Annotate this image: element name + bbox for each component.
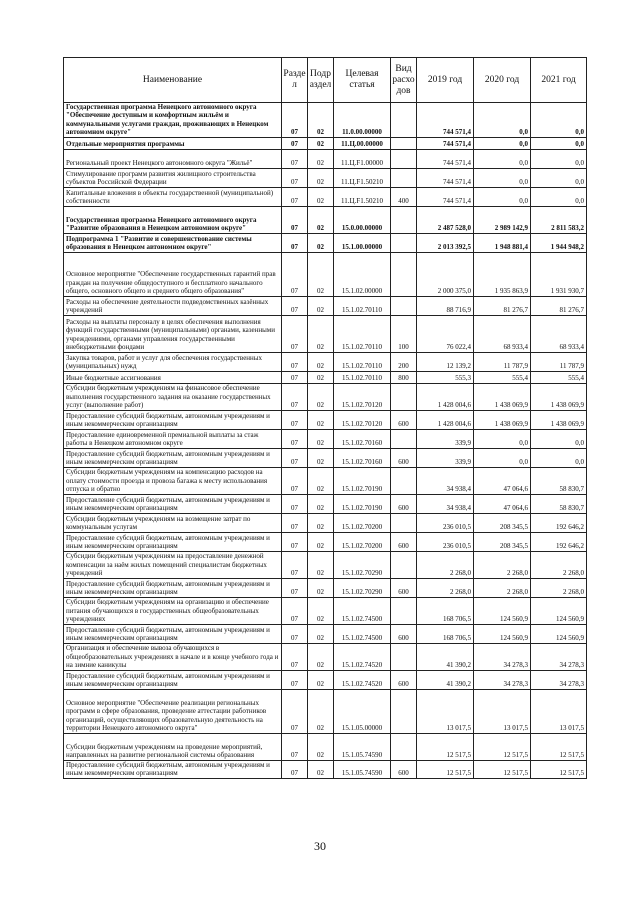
- row-name: Субсидии бюджетным учреждениям на проведение мероприятий, направленных на развитие региональной системы образования: [64, 733, 282, 760]
- row-name: Государственная программа Ненецкого автономного округа "Обеспечение доступным и комфортным жильём и коммунальными услугами граждан, проживающих в Ненецком автономном округе": [64, 103, 282, 138]
- row-section: 07: [282, 689, 308, 733]
- row-name: Закупка товаров, работ и услуг для обеспечения государственных (муниципальных) нужд: [64, 352, 282, 371]
- row-section: 07: [282, 252, 308, 296]
- table-row: [64, 643, 587, 670]
- row-target-article: 15.1.02.70120: [334, 383, 391, 410]
- row-value-2021: 81 276,7: [531, 296, 587, 315]
- row-target-article: 11.Ц.00.00000: [334, 137, 391, 149]
- row-name: Предоставление субсидий бюджетным, автономным учреждениям и иным некоммерческим организациям: [64, 670, 282, 689]
- row-name: Организация и обеспечение вывоза обучающихся в общеобразовательных учреждениях в начале и в конце учебного года и на зимние каникулы: [64, 643, 282, 670]
- row-subsection: 02: [308, 494, 334, 513]
- row-expense-type: [391, 168, 417, 187]
- row-expense-type: 800: [391, 371, 417, 383]
- header-name: Наименование: [64, 58, 282, 103]
- row-name: Капитальные вложения в объекты государственной (муниципальной) собственности: [64, 187, 282, 206]
- row-expense-type: [391, 689, 417, 733]
- table-row: [64, 532, 587, 551]
- row-section: 07: [282, 578, 308, 597]
- row-value-2019: 2 268,0: [417, 578, 474, 597]
- row-target-article: 15.1.02.70190: [334, 467, 391, 494]
- row-value-2021: 1 438 069,9: [531, 410, 587, 429]
- row-value-2021: 1 944 948,2: [531, 233, 587, 252]
- row-expense-type: 600: [391, 494, 417, 513]
- row-target-article: 15.1.05.74590: [334, 733, 391, 760]
- row-section: 07: [282, 532, 308, 551]
- row-subsection: 02: [308, 597, 334, 624]
- row-value-2021: 0,0: [531, 168, 587, 187]
- row-value-2021: 0,0: [531, 137, 587, 149]
- row-value-2019: 2 268,0: [417, 551, 474, 578]
- budget-table: [63, 57, 587, 779]
- table-row: [64, 149, 587, 168]
- row-target-article: 15.1.02.70160: [334, 429, 391, 448]
- row-subsection: 02: [308, 168, 334, 187]
- row-value-2021: 192 646,2: [531, 513, 587, 532]
- row-section: 07: [282, 624, 308, 643]
- row-target-article: 15.1.05.00000: [334, 689, 391, 733]
- table-row: [64, 187, 587, 206]
- row-target-article: 11.0.00.00000: [334, 103, 391, 138]
- row-expense-type: [391, 252, 417, 296]
- row-value-2020: 47 064,6: [474, 494, 531, 513]
- row-value-2020: 555,4: [474, 371, 531, 383]
- row-value-2019: 2 000 375,0: [417, 252, 474, 296]
- row-target-article: 15.1.02.70120: [334, 410, 391, 429]
- row-name: Предоставление субсидий бюджетным, автономным учреждениям и иным некоммерческим организациям: [64, 760, 282, 778]
- row-value-2019: 2 013 392,5: [417, 233, 474, 252]
- row-expense-type: 600: [391, 624, 417, 643]
- row-section: 07: [282, 371, 308, 383]
- row-value-2019: 339,9: [417, 448, 474, 467]
- table-row: [64, 733, 587, 760]
- row-value-2019: 744 571,4: [417, 187, 474, 206]
- header-2019: 2019 год: [417, 58, 474, 103]
- header-section: Разде л: [282, 58, 308, 103]
- row-value-2021: 0,0: [531, 448, 587, 467]
- row-expense-type: [391, 137, 417, 149]
- row-name: Субсидии бюджетным учреждениям на возмещение затрат по коммунальным услугам: [64, 513, 282, 532]
- table-row: [64, 513, 587, 532]
- row-value-2020: 68 933,4: [474, 315, 531, 352]
- row-subsection: 02: [308, 233, 334, 252]
- row-section: 07: [282, 383, 308, 410]
- table-row: [64, 371, 587, 383]
- row-value-2019: 34 938,4: [417, 494, 474, 513]
- row-value-2019: 88 716,9: [417, 296, 474, 315]
- table-row: [64, 383, 587, 410]
- row-subsection: 02: [308, 760, 334, 778]
- row-value-2020: 124 560,9: [474, 624, 531, 643]
- table-row: [64, 670, 587, 689]
- row-name: Расходы на выплаты персоналу в целях обеспечения выполнения функций государственными (муниципальными) органами, казенными учреждениями, органами управления государственными внебюджетными фондами: [64, 315, 282, 352]
- row-value-2019: 13 017,5: [417, 689, 474, 733]
- row-subsection: 02: [308, 296, 334, 315]
- row-section: 07: [282, 410, 308, 429]
- table-row: [64, 233, 587, 252]
- row-target-article: 15.1.02.70190: [334, 494, 391, 513]
- table-row: [64, 410, 587, 429]
- row-value-2019: 41 390,2: [417, 670, 474, 689]
- row-target-article: 15.1.02.70200: [334, 532, 391, 551]
- row-subsection: 02: [308, 670, 334, 689]
- row-expense-type: [391, 733, 417, 760]
- header-subsection: Подр аздел: [308, 58, 334, 103]
- row-value-2019: 12 139,2: [417, 352, 474, 371]
- row-target-article: 15.1.02.70200: [334, 513, 391, 532]
- row-value-2021: 124 560,9: [531, 624, 587, 643]
- row-value-2020: 0,0: [474, 168, 531, 187]
- row-value-2019: 1 428 004,6: [417, 383, 474, 410]
- table-row: [64, 252, 587, 296]
- row-value-2019: 744 571,4: [417, 168, 474, 187]
- row-subsection: 02: [308, 252, 334, 296]
- row-subsection: 02: [308, 689, 334, 733]
- row-value-2021: 2 268,0: [531, 578, 587, 597]
- row-section: 07: [282, 137, 308, 149]
- row-section: 07: [282, 103, 308, 138]
- row-name: Субсидии бюджетным учреждениям на предоставление денежной компенсации за наём жилых помещений специалистам бюджетных учреждений: [64, 551, 282, 578]
- row-value-2021: 12 517,5: [531, 733, 587, 760]
- row-expense-type: [391, 233, 417, 252]
- row-section: 07: [282, 760, 308, 778]
- row-name: Предоставление субсидий бюджетным, автономным учреждениям и иным некоммерческим организациям: [64, 448, 282, 467]
- row-value-2020: 1 935 863,9: [474, 252, 531, 296]
- row-value-2021: 1 438 069,9: [531, 383, 587, 410]
- row-value-2019: 12 517,5: [417, 760, 474, 778]
- row-subsection: 02: [308, 383, 334, 410]
- row-target-article: 11.Ц.F1.00000: [334, 149, 391, 168]
- row-value-2021: 0,0: [531, 429, 587, 448]
- row-subsection: 02: [308, 467, 334, 494]
- row-value-2019: 236 010,5: [417, 532, 474, 551]
- row-value-2020: 124 560,9: [474, 597, 531, 624]
- row-subsection: 02: [308, 578, 334, 597]
- row-value-2020: 0,0: [474, 448, 531, 467]
- table-row: [64, 137, 587, 149]
- row-name: Основное мероприятие "Обеспечение государственных гарантий прав граждан на получение общедоступного и бесплатного начального общего, основного общего и среднего общего образования": [64, 252, 282, 296]
- row-value-2021: 2 268,0: [531, 551, 587, 578]
- row-subsection: 02: [308, 371, 334, 383]
- row-expense-type: 600: [391, 670, 417, 689]
- row-name: Отдельные мероприятия программы: [64, 137, 282, 149]
- row-value-2021: 34 278,3: [531, 670, 587, 689]
- row-subsection: 02: [308, 315, 334, 352]
- table-row: [64, 624, 587, 643]
- row-value-2020: 0,0: [474, 187, 531, 206]
- row-expense-type: 600: [391, 578, 417, 597]
- row-name: Предоставление субсидий бюджетным, автономным учреждениям и иным некоммерческим организациям: [64, 532, 282, 551]
- row-name: Расходы на обеспечение деятельности подведомственных казённых учреждений: [64, 296, 282, 315]
- row-target-article: 15.0.00.00000: [334, 206, 391, 233]
- row-subsection: 02: [308, 448, 334, 467]
- row-value-2021: 0,0: [531, 149, 587, 168]
- row-section: 07: [282, 467, 308, 494]
- row-value-2020: 34 278,3: [474, 643, 531, 670]
- row-name: Подпрограмма 1 "Развитие и совершенствование системы образования в Ненецком автономном округе": [64, 233, 282, 252]
- row-value-2021: 0,0: [531, 187, 587, 206]
- row-value-2020: 47 064,6: [474, 467, 531, 494]
- row-name: Субсидии бюджетным учреждениям на компенсацию расходов на оплату стоимости проезда и провоза багажа к месту использования отпуска и обратно: [64, 467, 282, 494]
- table-row: [64, 597, 587, 624]
- row-expense-type: 600: [391, 410, 417, 429]
- row-name: Основное мероприятие "Обеспечение реализации региональных программ в сфере образования, проведение аттестации работников организаций, осуществляющих образовательную деятельность на территории Ненецкого автономного округа": [64, 689, 282, 733]
- row-section: 07: [282, 149, 308, 168]
- row-section: 07: [282, 206, 308, 233]
- row-target-article: 15.1.02.74520: [334, 670, 391, 689]
- row-subsection: 02: [308, 551, 334, 578]
- row-subsection: 02: [308, 429, 334, 448]
- row-section: 07: [282, 233, 308, 252]
- row-section: 07: [282, 187, 308, 206]
- row-value-2020: 34 278,3: [474, 670, 531, 689]
- table-row: [64, 168, 587, 187]
- table-row: [64, 103, 587, 138]
- row-name: Предоставление единовременной премиальной выплаты за стаж работы в Ненецком автономном округе: [64, 429, 282, 448]
- row-value-2021: 1 931 930,7: [531, 252, 587, 296]
- row-expense-type: [391, 296, 417, 315]
- table-row: [64, 551, 587, 578]
- row-section: 07: [282, 296, 308, 315]
- row-expense-type: [391, 467, 417, 494]
- row-name: Региональный проект Ненецкого автономного округа "Жильё": [64, 149, 282, 168]
- row-subsection: 02: [308, 103, 334, 138]
- row-value-2019: 236 010,5: [417, 513, 474, 532]
- row-section: 07: [282, 551, 308, 578]
- row-subsection: 02: [308, 137, 334, 149]
- row-name: Стимулирование программ развития жилищного строительства субъектов Российской Федерации: [64, 168, 282, 187]
- row-expense-type: 600: [391, 448, 417, 467]
- row-value-2019: 168 706,5: [417, 597, 474, 624]
- row-expense-type: [391, 429, 417, 448]
- row-name: Субсидии бюджетным учреждениям на финансовое обеспечение выполнения государственного задания на оказание государственных услуг (выполнение работ): [64, 383, 282, 410]
- row-value-2020: 1 438 069,9: [474, 410, 531, 429]
- row-target-article: 15.1.02.70110: [334, 296, 391, 315]
- row-target-article: 15.1.02.70290: [334, 578, 391, 597]
- row-value-2020: 1 438 069,9: [474, 383, 531, 410]
- row-value-2019: 76 022,4: [417, 315, 474, 352]
- table-header-row: [64, 58, 587, 103]
- row-value-2019: 12 517,5: [417, 733, 474, 760]
- row-value-2019: 34 938,4: [417, 467, 474, 494]
- row-value-2020: 81 276,7: [474, 296, 531, 315]
- row-value-2021: 34 278,3: [531, 643, 587, 670]
- table-row: [64, 760, 587, 778]
- row-value-2019: 555,3: [417, 371, 474, 383]
- row-value-2020: 13 017,5: [474, 689, 531, 733]
- row-expense-type: [391, 383, 417, 410]
- row-target-article: 15.1.02.70160: [334, 448, 391, 467]
- row-name: Государственная программа Ненецкого автономного округа "Развитие образования в Ненецком автономном округе": [64, 206, 282, 233]
- row-value-2020: 1 948 881,4: [474, 233, 531, 252]
- row-value-2021: 192 646,2: [531, 532, 587, 551]
- row-name: Субсидии бюджетным учреждениям на организацию и обеспечение питания обучающихся в государственных общеобразовательных учреждениях: [64, 597, 282, 624]
- table-row: [64, 352, 587, 371]
- row-expense-type: [391, 149, 417, 168]
- row-value-2021: 124 560,9: [531, 597, 587, 624]
- row-subsection: 02: [308, 410, 334, 429]
- table-row: [64, 448, 587, 467]
- row-value-2020: 208 345,5: [474, 532, 531, 551]
- row-value-2020: 0,0: [474, 429, 531, 448]
- row-subsection: 02: [308, 187, 334, 206]
- row-section: 07: [282, 448, 308, 467]
- row-subsection: 02: [308, 513, 334, 532]
- row-name: Предоставление субсидий бюджетным, автономным учреждениям и иным некоммерческим организациям: [64, 410, 282, 429]
- row-name: Предоставление субсидий бюджетным, автономным учреждениям и иным некоммерческим организациям: [64, 494, 282, 513]
- row-value-2019: 41 390,2: [417, 643, 474, 670]
- row-expense-type: [391, 206, 417, 233]
- row-target-article: 15.1.02.70110: [334, 352, 391, 371]
- header-2021: 2021 год: [531, 58, 587, 103]
- row-value-2021: 68 933,4: [531, 315, 587, 352]
- table-row: [64, 296, 587, 315]
- table-row: [64, 689, 587, 733]
- row-subsection: 02: [308, 532, 334, 551]
- page-number: 30: [314, 839, 326, 853]
- row-target-article: 15.1.02.74500: [334, 624, 391, 643]
- row-subsection: 02: [308, 206, 334, 233]
- row-expense-type: [391, 597, 417, 624]
- row-target-article: 15.1.00.00000: [334, 233, 391, 252]
- row-value-2021: 555,4: [531, 371, 587, 383]
- row-value-2020: 208 345,5: [474, 513, 531, 532]
- row-value-2021: 11 787,9: [531, 352, 587, 371]
- table-row: [64, 429, 587, 448]
- row-value-2019: 744 571,4: [417, 103, 474, 138]
- row-value-2020: 11 787,9: [474, 352, 531, 371]
- row-section: 07: [282, 733, 308, 760]
- table-row: [64, 467, 587, 494]
- row-expense-type: 400: [391, 187, 417, 206]
- row-value-2019: 744 571,4: [417, 137, 474, 149]
- row-subsection: 02: [308, 624, 334, 643]
- row-target-article: 15.1.02.74500: [334, 597, 391, 624]
- row-expense-type: 600: [391, 532, 417, 551]
- row-section: 07: [282, 597, 308, 624]
- row-subsection: 02: [308, 149, 334, 168]
- header-2020: 2020 год: [474, 58, 531, 103]
- row-value-2021: 12 517,5: [531, 760, 587, 778]
- row-target-article: 15.1.02.70110: [334, 371, 391, 383]
- row-value-2020: 2 989 142,9: [474, 206, 531, 233]
- row-expense-type: 200: [391, 352, 417, 371]
- row-expense-type: [391, 551, 417, 578]
- table-row: [64, 578, 587, 597]
- row-section: 07: [282, 670, 308, 689]
- row-section: 07: [282, 643, 308, 670]
- row-section: 07: [282, 494, 308, 513]
- table-row: [64, 315, 587, 352]
- row-value-2020: 0,0: [474, 103, 531, 138]
- row-section: 07: [282, 513, 308, 532]
- row-value-2021: 2 811 583,2: [531, 206, 587, 233]
- row-value-2019: 168 706,5: [417, 624, 474, 643]
- row-name: Предоставление субсидий бюджетным, автономным учреждениям и иным некоммерческим организациям: [64, 578, 282, 597]
- row-value-2020: 2 268,0: [474, 551, 531, 578]
- row-name: Предоставление субсидий бюджетным, автономным учреждениям и иным некоммерческим организациям: [64, 624, 282, 643]
- row-target-article: 15.1.02.70290: [334, 551, 391, 578]
- row-target-article: 11.Ц.F1.50210: [334, 168, 391, 187]
- row-expense-type: [391, 103, 417, 138]
- table-row: [64, 494, 587, 513]
- row-expense-type: [391, 643, 417, 670]
- row-section: 07: [282, 168, 308, 187]
- row-value-2020: 12 517,5: [474, 733, 531, 760]
- row-value-2019: 2 487 528,0: [417, 206, 474, 233]
- row-value-2021: 0,0: [531, 103, 587, 138]
- row-value-2021: 58 830,7: [531, 494, 587, 513]
- row-value-2020: 12 517,5: [474, 760, 531, 778]
- row-target-article: 15.1.02.70110: [334, 315, 391, 352]
- row-expense-type: 100: [391, 315, 417, 352]
- row-subsection: 02: [308, 352, 334, 371]
- row-value-2020: 0,0: [474, 149, 531, 168]
- row-target-article: 15.1.05.74590: [334, 760, 391, 778]
- row-subsection: 02: [308, 643, 334, 670]
- row-expense-type: 600: [391, 760, 417, 778]
- row-value-2019: 1 428 004,6: [417, 410, 474, 429]
- row-value-2020: 0,0: [474, 137, 531, 149]
- row-value-2021: 58 830,7: [531, 467, 587, 494]
- row-section: 07: [282, 315, 308, 352]
- row-value-2019: 339,9: [417, 429, 474, 448]
- row-value-2021: 13 017,5: [531, 689, 587, 733]
- row-expense-type: [391, 513, 417, 532]
- row-target-article: 15.1.02.74520: [334, 643, 391, 670]
- row-value-2019: 744 571,4: [417, 149, 474, 168]
- table-body: [64, 103, 587, 779]
- row-name: Иные бюджетные ассигнования: [64, 371, 282, 383]
- row-subsection: 02: [308, 733, 334, 760]
- table-row: [64, 206, 587, 233]
- header-expense-type: Вид расхо дов: [391, 58, 417, 103]
- row-target-article: 15.1.02.00000: [334, 252, 391, 296]
- row-value-2020: 2 268,0: [474, 578, 531, 597]
- row-section: 07: [282, 352, 308, 371]
- row-section: 07: [282, 429, 308, 448]
- row-target-article: 11.Ц.F1.50210: [334, 187, 391, 206]
- header-target-article: Целевая статья: [334, 58, 391, 103]
